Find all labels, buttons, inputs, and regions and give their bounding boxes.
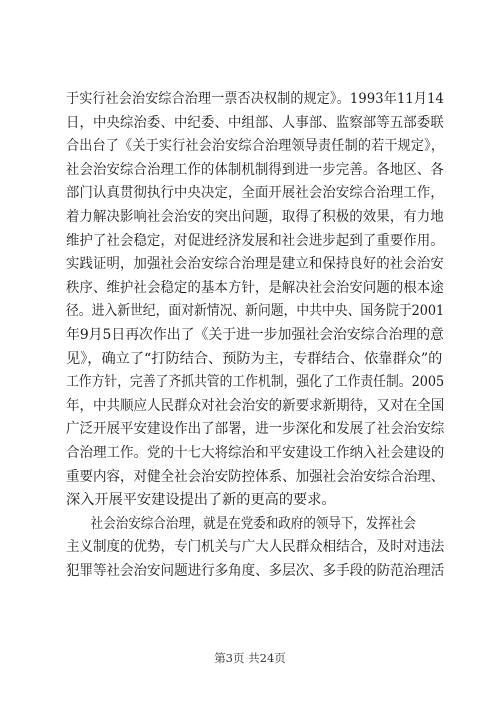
paragraph-2	[66, 513, 444, 584]
text-line: 年9月5日再次作出了《关于进一步加强社会治安综合治理的意	[66, 326, 444, 343]
document-body	[66, 88, 444, 583]
text-line: 主义制度的优势，专门机关与广大人民群众相结合，及时对违法	[66, 539, 445, 556]
text-line: 秩序、维护社会稳定的基本方针，是解决社会治安问题的根本途	[66, 279, 444, 296]
text-line: 合治理工作。党的十七大将综治和平安建设工作纳入社会建设的	[66, 444, 445, 461]
text-line: 于实行社会治安综合治理一票否决权制的规定》。1993年11月14	[66, 91, 445, 107]
text-line: 着力解决影响社会治安的突出问题，取得了积极的效果，有力地	[66, 208, 444, 225]
text-line: 见》，确立了“打防结合、预防为主，专群结合、依靠群众”的	[66, 350, 443, 367]
text-line: 深入开展平安建设提出了新的更高的要求。	[66, 492, 336, 509]
text-line: 实践证明，加强社会治安综合治理是建立和保持良好的社会治安	[66, 256, 444, 273]
text-line: 社会治安综合治理工作的体制机制得到进一步完善。各地区、各	[66, 161, 444, 178]
text-line: 部门认真贯彻执行中央决定，全面开展社会治安综合治理工作，	[66, 185, 444, 202]
text-line: 犯罪等社会治安问题进行多角度、多层次、多手段的防范治理活	[66, 562, 445, 579]
text-line: 径。进入新世纪，面对新情况、新问题，中共中央、国务院于2001	[66, 303, 445, 320]
paragraph-1	[66, 88, 444, 513]
page-footer	[0, 650, 500, 666]
page-number: 第3页 共24页	[214, 651, 286, 665]
text-line: 工作方针，完善了齐抓共管的工作机制，强化了工作责任制。2005	[66, 374, 445, 391]
text-line: 重要内容，对健全社会治安防控体系、加强社会治安综合治理、	[66, 468, 445, 485]
text-line: 广泛开展平安建设作出了部署，进一步深化和发展了社会治安综	[66, 421, 445, 438]
text-line: 合出台了《关于实行社会治安综合治理领导责任制的若干规定》，	[66, 138, 445, 155]
text-line: 社会治安综合治理，就是在党委和政府的领导下，发挥社会	[90, 515, 416, 532]
text-line: 维护了社会稳定，对促进经济发展和社会进步起到了重要作用。	[66, 232, 444, 249]
text-line: 年，中共顺应人民群众对社会治安的新要求新期待，又对在全国	[66, 397, 445, 414]
text-line: 日，中央综治委、中纪委、中组部、人事部、监察部等五部委联	[66, 114, 444, 131]
